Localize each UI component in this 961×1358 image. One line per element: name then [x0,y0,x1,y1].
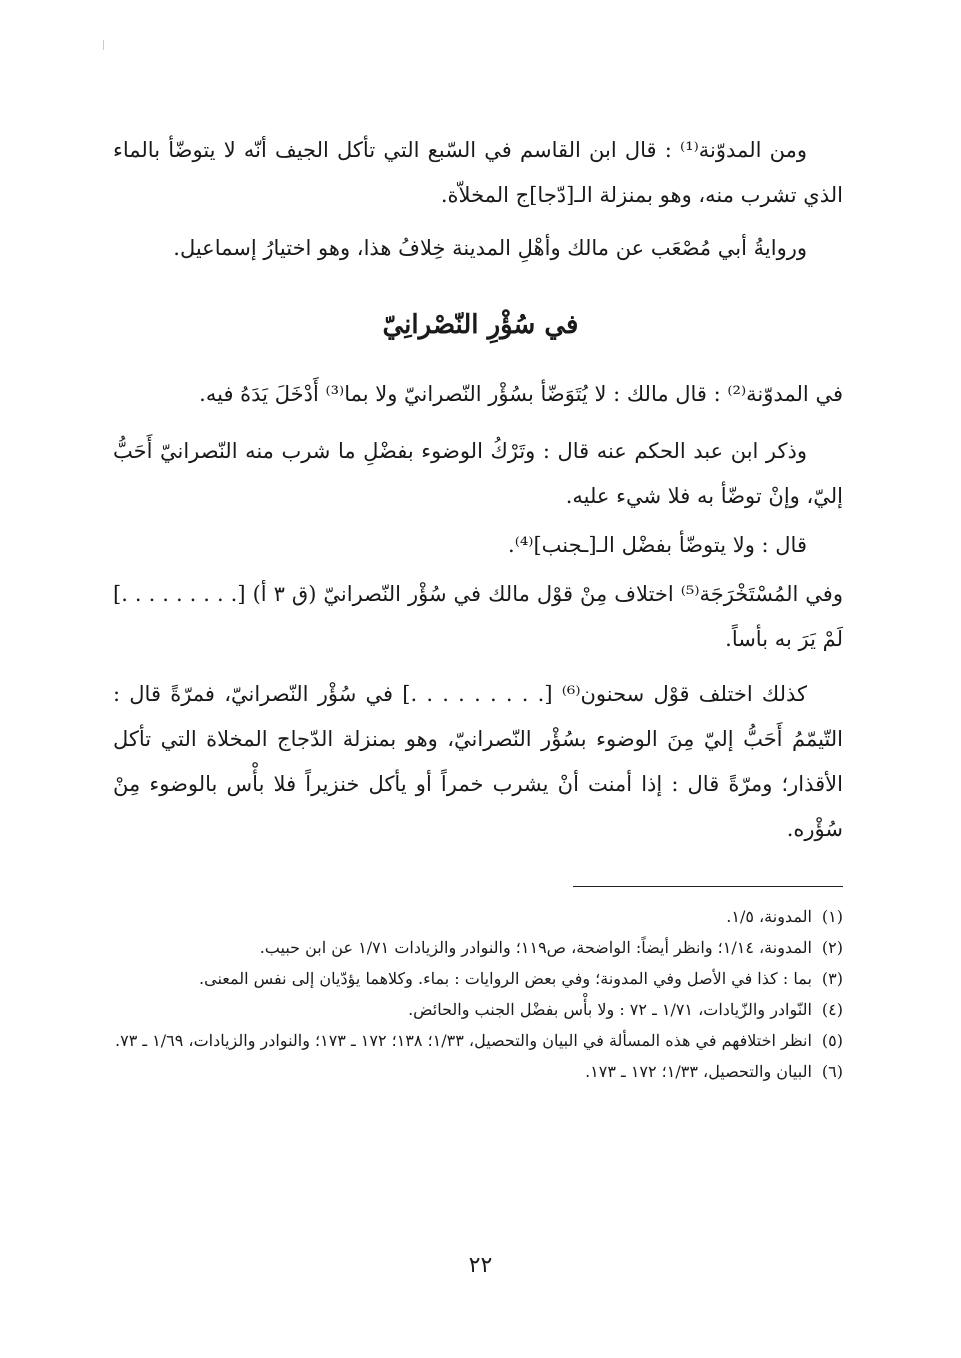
footnote-text: المدونة، ١/١٤؛ وانظر أيضاً: الواضحة، ص١١٩؛ والنوادر والزيادات ١/٧١ عن ابن حبيب. [259,938,812,957]
paragraph: ومن المدوّنة⁽¹⁾ : قال ابن القاسم في السّبع التي تأكل الجيف أنّه لا يتوضّأ بالماء الذي تشرب منه، وهو بمنزلة الـ[دّجا]ج المخلاّة. [113,138,843,207]
footnote [113,902,843,931]
footnote [113,933,843,962]
footnote [113,964,843,993]
paragraph: قال : ولا يتوضّأ بفضْل الـ[ـجنب]⁽⁴⁾. [508,533,807,557]
footnote-text: النّوادر والزّيادات، ١/٧١ ـ ٧٢ : ولا بأْس بفضْل الجنب والحائض. [408,1000,812,1019]
main-section [113,372,843,852]
paragraph: في المدوّنة⁽²⁾ : قال مالك : لا يُتَوَضّأ بسُؤْر النّصرانيّ ولا بما⁽³⁾ أَدْخَلَ يَدَهُ فيه. [199,382,843,406]
paragraph: وروايةُ أبي مُصْعَب عن مالك وأهْلِ المدينة خِلافُ هذا، وهو اختيارُ إسماعيل. [173,236,807,260]
footnote-number: (٤) [821,1000,843,1019]
margin-mark [103,40,104,50]
footnote-text: انظر اختلافهم في هذه المسألة في البيان والتحصيل، ١/٣٣؛ ١٣٨؛ ١٧٢ ـ ١٧٣؛ والنوادر والزيادات، ١/٦٩ ـ ٧٣. [115,1031,812,1050]
footnote-text: بما : كذا في الأصل وفي المدونة؛ وفي بعض الروايات : بماء. وكلاهما يؤدّيان إلى نفس المعنى. [199,969,812,988]
footnote [113,1026,843,1055]
footnote-number: (٣) [821,969,843,988]
footnote [113,995,843,1024]
paragraph: كذلك اختلف قوْل سحنون⁽⁶⁾ [. . . . . . . . .] في سُؤْر النّصرانيّ، فمرّةً قال : التّيمّمُ أَحَبُّ إليّ مِنَ الوضوء بسُؤْر النّصرانيّ، وهو بمنزلة الدّجاج المخلاة التي تأكل الأقذار؛ ومرّةً قال : إذا أمنت أنْ يشرب خمراً أو يأكل خنزيراً فلا بأْس بالوضوء مِنْ سُؤْره. [113,682,843,841]
footnote-separator [573,886,843,887]
footnote-number: (٦) [821,1062,843,1081]
opening-section [113,128,843,271]
footnote-number: (٢) [821,938,843,957]
footnote-text: البيان والتحصيل، ١/٣٣؛ ١٧٢ ـ ١٧٣. [585,1062,812,1081]
footnote-text: المدونة، ١/٥. [726,907,812,926]
footnote-number: (٥) [821,1031,843,1050]
footnotes [113,902,843,1088]
paragraph: وفي المُسْتَخْرَجَة⁽⁵⁾ اختلاف مِنْ قوْل مالك في سُؤْر النّصرانيّ (ق ٣ أ) [. . . . . . . . .] لَمْ يَرَ به بأساً. [113,582,843,651]
footnote-number: (١) [821,907,843,926]
section-heading: في سُؤْرِ النّصْرانِيّ [382,310,579,340]
page-number: ٢٢ [468,1253,493,1278]
paragraph: وذكر ابن عبد الحكم عنه قال : وتَرْكُ الوضوء بفضْلِ ما شرب منه النّصرانيّ أَحَبُّ إليّ، وإنْ توضّأ به فلا شيء عليه. [113,439,843,508]
footnote [113,1057,843,1086]
